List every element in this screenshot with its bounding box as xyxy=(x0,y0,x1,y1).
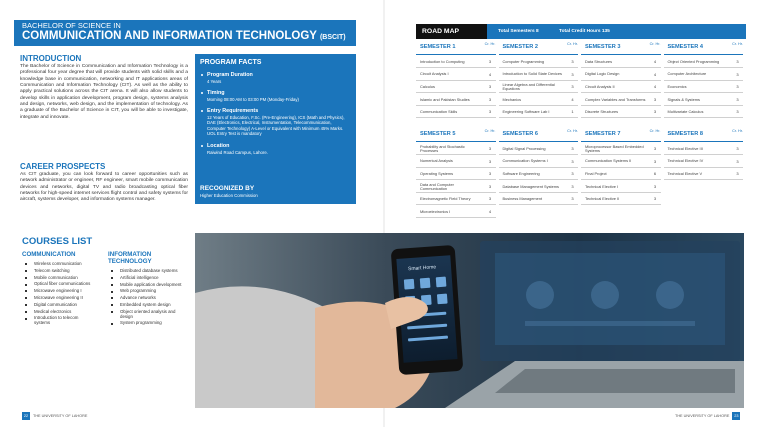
semester-name: SEMESTER 2 xyxy=(502,44,538,50)
fact-item xyxy=(200,90,351,102)
course-name: Numerical Analysis xyxy=(420,158,453,164)
left-footer xyxy=(22,412,90,420)
course-credit-hours: 3 xyxy=(571,171,574,177)
course-name: Multivariate Calculus xyxy=(667,109,704,115)
course-credit-hours: 4 xyxy=(488,71,492,77)
credit-hours-label: Cr. Hr. xyxy=(567,129,578,133)
information-list xyxy=(108,269,184,326)
course-credit-hours: 3 xyxy=(736,109,739,115)
semester-name: SEMESTER 8 xyxy=(667,131,703,137)
course-row xyxy=(499,56,579,68)
course-credit-hours: 4 xyxy=(653,71,657,77)
course-name: Computer Architecture xyxy=(667,71,707,77)
courses-heading: COURSES LIST xyxy=(22,236,93,247)
credit-hours-label: Cr. Hr. xyxy=(732,42,743,46)
semester-block-1-4 xyxy=(416,41,746,121)
fact-item xyxy=(200,143,351,155)
course-name: Calculus xyxy=(420,84,435,90)
course-row xyxy=(499,168,579,180)
course-name: Technical Elective II xyxy=(585,196,620,202)
introduction-section xyxy=(20,54,188,121)
course-credit-hours: 3 xyxy=(488,183,492,189)
phone-screen-title: Smart Home xyxy=(407,264,437,273)
course-name: Introduction to Solid State Devices xyxy=(502,71,562,77)
smart-home-illustration xyxy=(195,233,744,408)
semester-header xyxy=(499,128,579,142)
communication-courses xyxy=(22,251,92,328)
course-credit-hours: 3 xyxy=(736,158,739,164)
course-name: Final Project xyxy=(585,171,607,177)
semester-header xyxy=(416,128,496,142)
semester-name: SEMESTER 5 xyxy=(420,131,456,137)
course-name: Technical Elective I xyxy=(585,183,619,189)
course-name: Introduction to Computing xyxy=(420,58,465,64)
program-title-banner xyxy=(14,20,356,46)
career-heading: CAREER PROSPECTS xyxy=(20,162,106,171)
introduction-text: The Bachelor of Science in Communication and Information Technology is a professional four year degree that will provide students with solid skills and a knowledge base in communication, networking and IT applications areas of Communication and Information Technology (CIT). As well as the ability to apply practical solutions across the CIT arena. It will also allow students to develop skills in application development, program design, systems analysis and design, networks, web design, and the implementation of technology. As a graduate of the Bachelor of Science in CIT, you will be able to investigate, integrate and innovate. xyxy=(20,64,188,120)
course-credit-hours: 3 xyxy=(571,84,574,90)
credit-hours-label: Cr. Hr. xyxy=(484,42,496,46)
course-row xyxy=(416,168,496,180)
course-name: Technical Elective III xyxy=(667,145,703,151)
course-row xyxy=(581,193,661,205)
course-name: Software Engineering xyxy=(502,171,540,177)
course-credit-hours: 4 xyxy=(488,209,492,214)
course-name: Engineering Software Lab I xyxy=(502,109,550,115)
course-row xyxy=(416,94,496,106)
course-credit-hours: 3 xyxy=(653,146,657,151)
course-name: Communication Systems I xyxy=(502,158,548,164)
course-credit-hours: 1 xyxy=(571,109,574,115)
course-item: Embedded system design xyxy=(108,303,184,308)
course-row xyxy=(664,106,744,118)
course-name: Data Structures xyxy=(585,58,613,64)
course-row xyxy=(416,81,496,93)
course-credit-hours: 3 xyxy=(571,158,574,164)
course-name: Economics xyxy=(667,84,687,90)
course-credit-hours: 3 xyxy=(488,171,492,177)
course-row xyxy=(581,106,661,118)
program-abbr: (BSCIT) xyxy=(319,34,346,41)
course-name: Technical Elective IV xyxy=(667,158,704,164)
semester-name: SEMESTER 4 xyxy=(667,44,703,50)
course-credit-hours: 3 xyxy=(571,183,574,189)
left-page-number: 22 xyxy=(23,414,29,418)
right-page-number: 23 xyxy=(734,414,739,418)
course-credit-hours: 3 xyxy=(653,109,657,115)
course-name: Probability and Stochastic Processes xyxy=(420,143,465,153)
course-credit-hours: 3 xyxy=(571,146,574,151)
course-item: Introduction to telecom systems xyxy=(22,316,92,326)
course-row xyxy=(416,106,496,118)
recognized-by-box xyxy=(195,182,356,204)
credit-hours-label: Cr. Hr. xyxy=(567,42,578,46)
semester-name: SEMESTER 1 xyxy=(420,44,456,50)
course-name: Technical Elective V xyxy=(667,171,703,177)
roadmap-title: ROAD MAP xyxy=(416,24,487,39)
course-credit-hours: 3 xyxy=(736,171,739,177)
course-item: Distributed database systems xyxy=(108,269,184,274)
credit-hours-label: Cr. Hr. xyxy=(649,129,661,133)
communication-list xyxy=(22,262,92,326)
course-credit-hours: 3 xyxy=(736,96,739,102)
left-footer-text: THE UNIVERSITY OF LAHORE xyxy=(33,414,88,418)
course-row xyxy=(664,69,744,81)
course-row xyxy=(499,106,579,118)
course-name: Data and Computer Communication xyxy=(420,181,454,191)
fact-value: 4 Years xyxy=(207,78,222,84)
course-credit-hours: 3 xyxy=(736,84,739,90)
course-row xyxy=(664,81,744,93)
course-name: Communication Systems II xyxy=(585,158,632,164)
course-name: Database Management Systems xyxy=(502,183,559,189)
course-credit-hours: 3 xyxy=(653,183,657,189)
course-name: Object Oriented Programming xyxy=(667,58,720,64)
introduction-heading: INTRODUCTION xyxy=(20,54,82,63)
course-credit-hours: 3 xyxy=(488,146,492,151)
roadmap-header xyxy=(416,24,746,39)
credit-hours-label: Cr. Hr. xyxy=(484,129,496,133)
course-item: Web programming xyxy=(108,289,184,294)
recognized-heading: RECOGNIZED BY xyxy=(200,185,255,192)
course-credit-hours: 3 xyxy=(653,158,657,164)
course-name: Business Management xyxy=(502,196,543,202)
semester-header xyxy=(581,128,661,142)
program-title xyxy=(22,30,356,44)
course-item: Microwave engineering I xyxy=(22,289,92,294)
course-name: Circuit Analysis II xyxy=(585,84,615,90)
course-row xyxy=(499,156,579,168)
program-facts-heading: PROGRAM FACTS xyxy=(200,59,262,66)
course-name: Signals & Systems xyxy=(667,96,700,102)
course-row xyxy=(581,81,661,93)
course-credit-hours: 3 xyxy=(488,158,492,164)
semester-name: SEMESTER 6 xyxy=(502,131,538,137)
semester-header xyxy=(664,41,744,55)
fact-label: Entry Requirements xyxy=(207,108,259,115)
course-row xyxy=(664,168,744,180)
fact-value: Raiwind Road Campus, Lahore. xyxy=(207,149,268,155)
right-footer-text: THE UNIVERSITY OF LAHORE xyxy=(675,414,730,418)
course-name: Linear Algebra and Differential Equations xyxy=(502,81,555,92)
credit-hours-label: Cr. Hr. xyxy=(649,42,661,46)
course-name: Microprocessor Based Embedded Systems xyxy=(585,143,644,153)
course-credit-hours: 3 xyxy=(736,71,739,77)
course-credit-hours: 4 xyxy=(653,59,657,64)
course-row xyxy=(416,181,496,193)
course-credit-hours: 3 xyxy=(488,196,492,202)
course-row xyxy=(581,94,661,106)
course-credit-hours: 3 xyxy=(571,196,574,202)
course-credit-hours: 3 xyxy=(488,96,492,102)
course-item: Microwave engineering II xyxy=(22,296,92,301)
course-name: Digital Logic Design xyxy=(585,71,620,77)
course-item: Object oriented analysis and design xyxy=(108,310,184,320)
course-item: Wireless communication xyxy=(22,262,92,267)
course-row xyxy=(416,56,496,68)
course-row xyxy=(664,94,744,106)
course-credit-hours: 3 xyxy=(571,59,574,64)
information-courses xyxy=(108,251,184,328)
program-subtitle: BACHELOR OF SCIENCE IN xyxy=(22,21,121,30)
course-row xyxy=(416,193,496,205)
smart-home-photo xyxy=(195,233,744,408)
course-name: Discrete Structures xyxy=(585,109,619,115)
communication-heading: COMMUNICATION xyxy=(22,251,76,258)
course-name: Operating Systems xyxy=(420,171,454,177)
fact-value: 12 Years of Education, F.Sc. (Pre-Engineering), ICS (Math and Physics), DAE (Electronics, Electrical, Instrumentation, Telecommunication, Computer Technology) A-Level or Equivalent with Minimum 45% Marks. UOL Entry Test is mandatory xyxy=(207,114,345,137)
course-row xyxy=(499,69,579,81)
course-item: Advance networks xyxy=(108,296,184,301)
career-section xyxy=(20,162,188,204)
fact-label: Program Duration xyxy=(207,72,253,78)
information-heading: INFORMATION TECHNOLOGY xyxy=(108,251,152,265)
course-credit-hours: 3 xyxy=(653,96,657,102)
course-name: Digital Signal Processing xyxy=(502,145,546,151)
semester-header xyxy=(664,128,744,142)
course-row xyxy=(499,94,579,106)
course-row xyxy=(664,56,744,68)
program-title-text: COMMUNICATION AND INFORMATION TECHNOLOGY xyxy=(22,30,317,42)
course-name: Mechanics xyxy=(502,96,522,102)
career-text: As CIT graduate, you can look forward to career opportunities such as network administrator or engineer, RF engineer, smart mobile communication devices and networks, digital TV and radio broadcasting optical fiber networks for high-speed internet services flight control and safety systems for aircraft, systems developer, and information systems manager. xyxy=(20,172,188,203)
semester-name: SEMESTER 7 xyxy=(585,131,621,137)
course-name: Circuit Analysis I xyxy=(420,71,449,77)
course-row xyxy=(499,143,579,155)
course-row xyxy=(499,81,579,93)
course-credit-hours: 3 xyxy=(571,71,574,77)
course-row xyxy=(416,69,496,81)
course-credit-hours: 6 xyxy=(653,171,657,177)
course-row xyxy=(664,143,744,155)
course-credit-hours: 3 xyxy=(488,84,492,90)
course-item: Artificial intelligence xyxy=(108,276,184,281)
course-row xyxy=(581,56,661,68)
course-credit-hours: 3 xyxy=(488,59,492,64)
course-row xyxy=(581,156,661,168)
course-item: Optical fiber communications xyxy=(22,282,92,287)
course-row xyxy=(581,168,661,180)
course-item: Medical electronics xyxy=(22,310,92,315)
course-name: Computer Programming xyxy=(502,58,545,64)
course-name: Islamic and Pakistan Studies xyxy=(420,96,470,102)
course-row xyxy=(416,156,496,168)
course-credit-hours: 4 xyxy=(571,96,574,102)
course-credit-hours: 3 xyxy=(736,59,739,64)
course-credit-hours: 4 xyxy=(653,84,657,90)
course-row xyxy=(499,181,579,193)
fact-value: Morning 08:00 AM to 03:00 PM (Monday-Friday) xyxy=(207,96,299,102)
course-row xyxy=(581,181,661,193)
fact-item xyxy=(200,72,351,84)
semester-header xyxy=(499,41,579,55)
course-name: Complex Variables and Transforms xyxy=(585,96,646,102)
total-credit-hours: Total Credit Hours 135 xyxy=(559,29,610,34)
course-name: Microelectronics I xyxy=(420,208,451,214)
course-row xyxy=(416,143,496,155)
semester-block-5-8 xyxy=(416,128,746,220)
course-name: Communication Skills xyxy=(420,109,458,115)
course-row xyxy=(664,156,744,168)
course-item: System programming xyxy=(108,321,184,326)
course-item: Mobile communication xyxy=(22,276,92,281)
course-row xyxy=(499,193,579,205)
course-row xyxy=(581,143,661,155)
total-semesters: Total Semesters 8 xyxy=(498,29,539,34)
fact-label: Location xyxy=(207,143,230,150)
credit-hours-label: Cr. Hr. xyxy=(732,129,743,133)
course-item: Digital communication xyxy=(22,303,92,308)
course-row xyxy=(581,69,661,81)
course-item: Mobile application development xyxy=(108,283,184,288)
semester-header xyxy=(416,41,496,55)
course-name: Electromagnetic Field Theory xyxy=(420,196,471,202)
course-credit-hours: 3 xyxy=(653,196,657,202)
recognized-value: Higher Education Commission xyxy=(200,193,258,198)
course-row xyxy=(416,206,496,218)
semester-header xyxy=(581,41,661,55)
fact-item xyxy=(200,108,351,137)
course-credit-hours: 3 xyxy=(736,146,739,151)
semester-name: SEMESTER 3 xyxy=(585,44,621,50)
fact-label: Timing xyxy=(207,90,225,97)
course-item: Telecom switching xyxy=(22,269,92,274)
right-footer xyxy=(672,412,740,420)
course-credit-hours: 3 xyxy=(488,109,492,115)
